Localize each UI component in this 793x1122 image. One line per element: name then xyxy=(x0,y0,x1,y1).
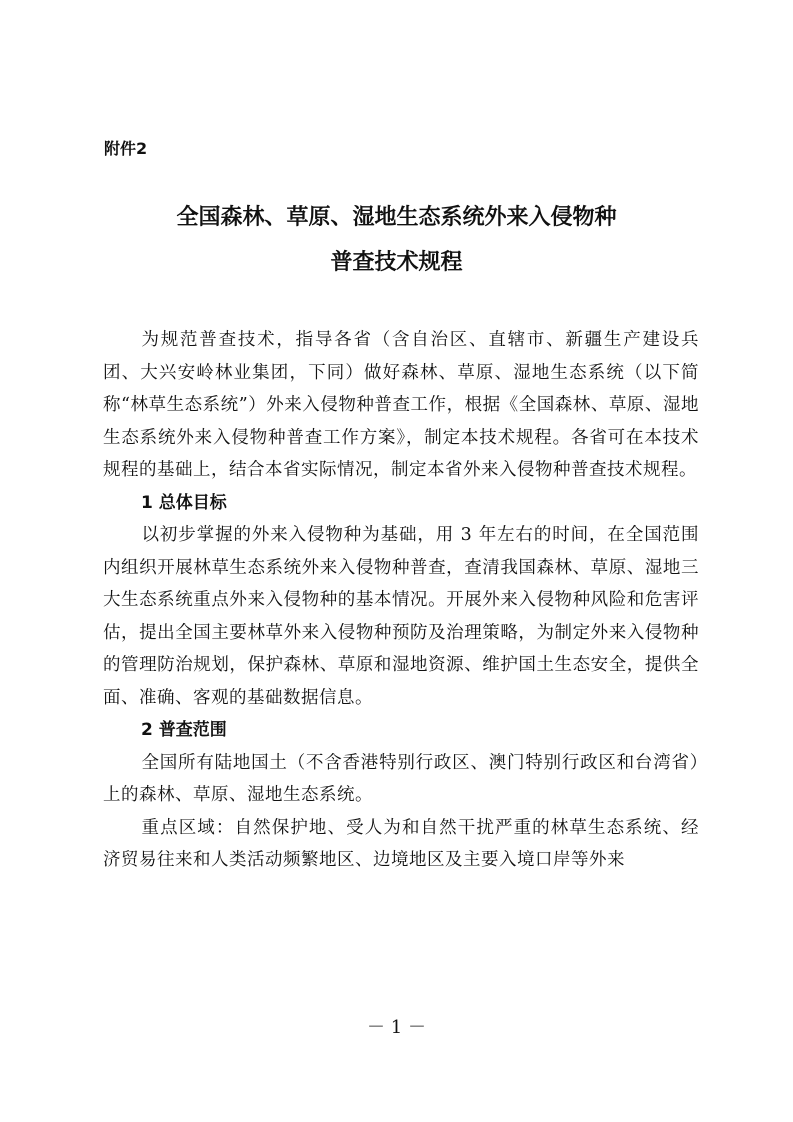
intro-paragraph: 为规范普查技术，指导各省（含自治区、直辖市、新疆生产建设兵团、大兴安岭林业集团，下同）做好森林、草原、湿地生态系统（以下简称“林草生态系统”）外来入侵物种普查工作，根据《全国森林、草原、湿地生态系统外来入侵物种普查工作方案》，制定本技术规程。各省可在本技术规程的基础上，结合本省实际情况，制定本省外来入侵物种普查技术规程。 xyxy=(103,330,699,480)
scope-paragraph: 全国所有陆地国土（不含香港特别行政区、澳门特别行政区和台湾省）上的森林、草原、湿地生态系统。 xyxy=(103,752,699,805)
page-number: － 1 － xyxy=(367,1017,426,1038)
key-areas-paragraph: 重点区域：自然保护地、受人为和自然干扰严重的林草生态系统、经济贸易往来和人类活动频繁地区、边境地区及主要入境口岸等外来 xyxy=(103,817,699,870)
section-heading-overall-goal: 1 总体目标 xyxy=(141,492,227,513)
document-title-line-2: 普查技术规程 xyxy=(330,249,463,275)
document-title-line-1: 全国森林、草原、湿地生态系统外来入侵物种 xyxy=(176,204,617,230)
section-heading-survey-scope: 2 普查范围 xyxy=(141,720,227,740)
document-body xyxy=(103,324,699,877)
annex-label: 附件2 xyxy=(104,139,148,158)
goal-paragraph: 以初步掌握的外来入侵物种为基础，用 3 年左右的时间，在全国范围内组织开展林草生态系统外来入侵物种普查，查清我国森林、草原、湿地三大生态系统重点外来入侵物种的基本情况。开展外来入侵物种风险和危害评估，提出全国主要林草外来入侵物种预防及治理策略，为制定外来入侵物种的管理防治规划，保护森林、草原和湿地资源、维护国土生态安全，提供全面、准确、客观的基础数据信息。 xyxy=(103,525,699,708)
